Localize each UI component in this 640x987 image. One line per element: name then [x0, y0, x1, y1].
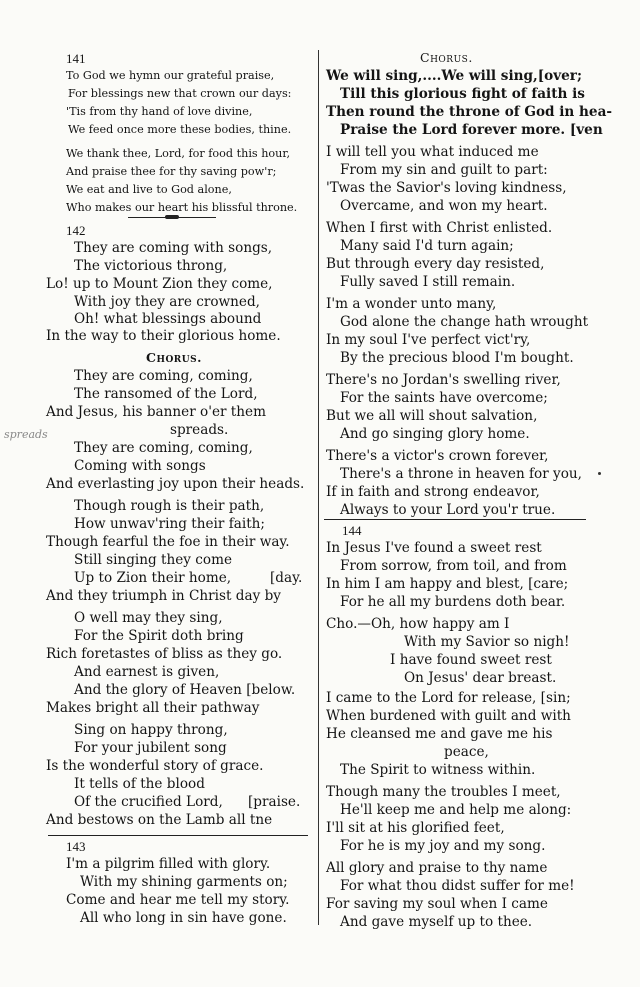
hymn-141-line: Who makes our heart his blissful throne. — [66, 201, 298, 214]
hymn-143-line: All who long in sin have gone. — [80, 910, 287, 926]
verse-line: If in faith and strong endeavor, — [326, 484, 540, 500]
hymn-141-line: To God we hymn our grateful praise, — [66, 69, 275, 82]
hymn-142-chorus-line: They are coming, coming, — [74, 368, 253, 384]
hymn-142-line: And bestows on the Lamb all tne — [46, 812, 273, 828]
print-speck — [598, 472, 601, 475]
hymn-142-line: [day. — [270, 570, 303, 586]
hymn-144-line: He'll keep me and help me along: — [340, 802, 572, 818]
hymn-142-line: They are coming with songs, — [74, 240, 273, 256]
verse-line: But we all will shout salvation, — [326, 408, 538, 424]
hymn-142-line: Though fearful the foe in their way. — [46, 534, 290, 550]
hymn-144-line: For saving my soul when I came — [326, 896, 548, 912]
hymn-143-number: 143 — [66, 839, 86, 854]
hymn-144-chorus-line: Cho.—Oh, how happy am I — [326, 616, 510, 632]
verse-line: Fully saved I still remain. — [340, 274, 516, 290]
hymn-142-chorus-line: spreads. — [170, 422, 229, 438]
hymn-142-line: [praise. — [248, 794, 301, 810]
hymn-141-line: We thank thee, Lord, for food this hour, — [66, 147, 291, 160]
section-divider — [48, 835, 308, 836]
hymn-144-line: I'll sit at his glorified feet, — [326, 820, 505, 836]
hymn-144-line: From sorrow, from toil, and from — [340, 558, 567, 574]
chorus-line: Praise the Lord forever more. [ven — [340, 122, 603, 138]
hymn-142-line: With joy they are crowned, — [74, 294, 261, 310]
hymn-141-line: We feed once more these bodies, thine. — [68, 123, 292, 136]
hymn-143-line: With my shining garments on; — [80, 874, 288, 890]
hymn-141-line: For blessings new that crown our days: — [68, 87, 292, 100]
verse-line: But through every day resisted, — [326, 256, 545, 272]
verse-line: In my soul I've perfect vict'ry, — [326, 332, 531, 348]
verse-line: And go singing glory home. — [340, 426, 530, 442]
hymn-142-chorus-line: The ransomed of the Lord, — [74, 386, 258, 402]
verse-line: God alone the change hath wrought — [340, 314, 589, 330]
hymn-144-line: All glory and praise to thy name — [326, 860, 548, 876]
hymn-142-line: How unwav'ring their faith; — [74, 516, 265, 532]
hymn-142-line: The victorious throng, — [74, 258, 228, 274]
hymn-144-line: For he is my joy and my song. — [340, 838, 546, 854]
hymn-144-line: For what thou didst suffer for me! — [340, 878, 575, 894]
verse-line: From my sin and guilt to part: — [340, 162, 548, 178]
section-divider — [324, 519, 586, 520]
hymn-142-line: It tells of the blood — [74, 776, 205, 792]
margin-pencil-note: spreads — [4, 428, 48, 441]
hymn-144-chorus-line: I have found sweet rest — [390, 652, 552, 668]
hymn-142-line: For your jubilent song — [74, 740, 227, 756]
verse-line: There's a victor's crown forever, — [326, 448, 549, 464]
hymn-144-line: When burdened with guilt and with — [326, 708, 571, 724]
hymn-142-line: And the glory of Heaven [below. — [74, 682, 296, 698]
hymn-144-number: 144 — [342, 523, 362, 538]
hymn-142-chorus-line: And everlasting joy upon their heads. — [46, 476, 305, 492]
verse-line: There's a throne in heaven for you, — [340, 466, 582, 482]
hymn-142-line: Rich foretastes of bliss as they go. — [46, 646, 283, 662]
hymn-144-line: peace, — [444, 744, 489, 760]
hymn-144-chorus-line: On Jesus' dear breast. — [404, 670, 557, 686]
hymn-144-line: Though many the troubles I meet, — [326, 784, 561, 800]
hymn-144-line: The Spirit to witness within. — [340, 762, 536, 778]
verse-line: I'm a wonder unto many, — [326, 296, 497, 312]
hymn-142-line: Sing on happy throng, — [74, 722, 228, 738]
hymn-142-line: And they triumph in Christ day by — [46, 588, 281, 604]
verse-line: When I first with Christ enlisted. — [326, 220, 553, 236]
hymn-142-line: Of the crucified Lord, — [74, 794, 223, 810]
verse-line: 'Twas the Savior's loving kindness, — [326, 180, 567, 196]
hymn-141-line: 'Tis from thy hand of love divine, — [66, 105, 253, 118]
verse-line: Overcame, and won my heart. — [340, 198, 548, 214]
verse-line: By the precious blood I'm bought. — [340, 350, 574, 366]
section-divider — [128, 217, 216, 218]
verse-line: I will tell you what induced me — [326, 144, 539, 160]
hymn-142-line: Is the wonderful story of grace. — [46, 758, 264, 774]
hymn-142-line: Though rough is their path, — [74, 498, 265, 514]
hymn-142-chorus-line: They are coming, coming, — [74, 440, 253, 456]
hymn-144-line: I came to the Lord for release, [sin; — [326, 690, 571, 706]
hymn-142-line: Makes bright all their pathway — [46, 700, 260, 716]
hymn-144-line: For he all my burdens doth bear. — [340, 594, 566, 610]
hymn-142-line: For the Spirit doth bring — [74, 628, 244, 644]
hymn-143-line: Come and hear me tell my story. — [66, 892, 290, 908]
hymn-144-line: In him I am happy and blest, [care; — [326, 576, 569, 592]
hymn-142-line: Up to Zion their home, — [74, 570, 232, 586]
hymn-142-line: And earnest is given, — [74, 664, 220, 680]
hymn-144-line: In Jesus I've found a sweet rest — [326, 540, 542, 556]
verse-line: There's no Jordan's swelling river, — [326, 372, 561, 388]
hymn-141-line: We eat and live to God alone, — [66, 183, 232, 196]
chorus-line: Till this glorious fight of faith is — [340, 86, 585, 102]
chorus-label: Chorus. — [146, 350, 202, 365]
hymn-142-chorus-line: And Jesus, his banner o'er them — [46, 404, 266, 420]
hymn-141-line: And praise thee for thy saving pow'r; — [66, 165, 277, 178]
verse-line: Always to your Lord you'r true. — [340, 502, 556, 518]
hymn-142-line: In the way to their glorious home. — [46, 328, 281, 344]
hymn-142-line: O well may they sing, — [74, 610, 223, 626]
chorus-label: Chorus. — [420, 50, 473, 65]
hymn-144-line: And gave myself up to thee. — [340, 914, 533, 930]
hymn-141-number: 141 — [66, 51, 86, 66]
column-divider-rule — [318, 50, 319, 925]
hymn-142-chorus-line: Coming with songs — [74, 458, 206, 474]
hymn-142-line: Oh! what blessings abound — [74, 311, 262, 327]
hymn-143-line: I'm a pilgrim filled with glory. — [66, 856, 271, 872]
chorus-line: We will sing,....We will sing,[over; — [326, 68, 582, 84]
chorus-line: Then round the throne of God in hea- — [326, 104, 613, 120]
hymn-142-line: Lo! up to Mount Zion they come, — [46, 276, 273, 292]
hymn-144-chorus-line: With my Savior so nigh! — [404, 634, 570, 650]
verse-line: For the saints have overcome; — [340, 390, 548, 406]
hymn-142-line: Still singing they come — [74, 552, 233, 568]
verse-line: Many said I'd turn again; — [340, 238, 514, 254]
hymn-142-number: 142 — [66, 223, 86, 238]
hymn-144-line: He cleansed me and gave me his — [326, 726, 553, 742]
